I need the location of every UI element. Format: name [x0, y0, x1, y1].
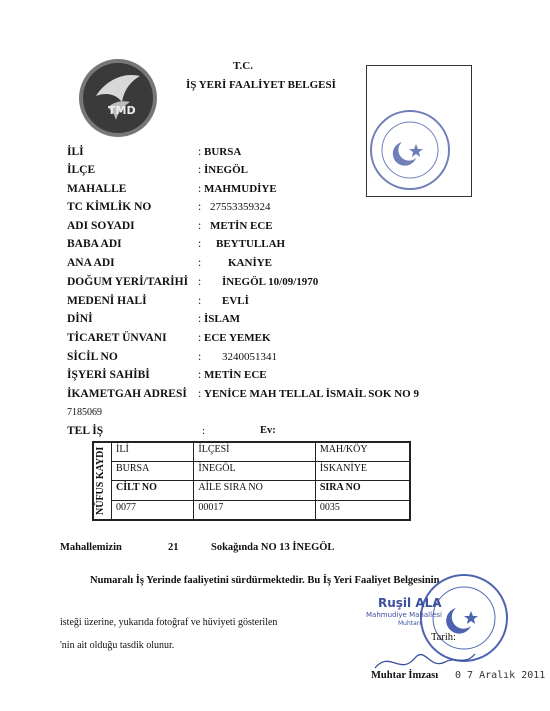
header-tc: T.C. [233, 60, 253, 72]
nufus-value-cell: 00017 [194, 500, 315, 520]
nufus-side-cell [93, 442, 112, 520]
field-sep: : [198, 220, 202, 232]
nufus-value-cell: İNEGÖL [194, 462, 315, 481]
field-label: İKAMETGAH ADRESİ [67, 388, 187, 400]
signature-name: Ruşil ALA [378, 596, 442, 610]
field-label: DOĞUM YERİ/TARİHİ [67, 276, 189, 288]
field-label: DİNİ [67, 313, 93, 325]
field-value: METİN ECE [204, 369, 267, 381]
footer-sokak-adres: Sokağında NO 13 İNEGÖL [211, 542, 335, 553]
nufus-header-cell: MAH/KÖY [315, 442, 410, 462]
footer-line2: Numaralı İş Yerinde faaliyetini sürdürmektedir. Bu İş Yeri Faaliyet Belgesinin [90, 575, 440, 586]
field-value: MAHMUDİYE [204, 183, 277, 195]
muhtar-imzasi-label: Muhtar İmzası [371, 670, 439, 681]
field-label: ADI SOYADI [67, 220, 135, 232]
field-label: MAHALLE [67, 183, 127, 195]
footer-mahallemizin: Mahallemizin [60, 542, 122, 553]
tmd-logo [78, 58, 158, 138]
signature-line3: Muhtarı [398, 620, 421, 627]
field-label: İLÇE [67, 164, 96, 176]
field-sep: : [198, 164, 202, 176]
nufus-header-cell: İLİ [112, 442, 194, 462]
phone-number: 7185069 [67, 407, 102, 418]
footer-line4: 'nin ait olduğu tasdik olunur. [60, 640, 175, 651]
field-value: İSLAM [204, 313, 241, 325]
nufus-kaydi-table [92, 441, 411, 521]
field-sep: : [198, 295, 202, 307]
field-label: İLİ [67, 146, 84, 158]
logo-text: TMD [108, 104, 136, 117]
field-value: KANİYE [228, 257, 273, 269]
nufus-header-cell: AİLE SIRA NO [194, 481, 315, 500]
field-label: MEDENİ HALİ [67, 295, 147, 307]
field-value: 27553359324 [210, 201, 271, 213]
nufus-side-label: NÜFUS KAYDI [95, 446, 106, 515]
nufus-header-cell: SIRA NO [315, 481, 410, 500]
field-sep: : [198, 388, 202, 400]
field-value: BURSA [204, 146, 242, 158]
field-sep: : [198, 332, 202, 344]
field-label: TC KİMLİK NO [67, 201, 152, 213]
nufus-value-cell: İSKANİYE [315, 462, 410, 481]
field-sep: : [198, 351, 202, 363]
field-label: SİCİL NO [67, 351, 118, 363]
nufus-value-cell: BURSA [112, 462, 194, 481]
field-label: TİCARET ÜNVANI [67, 332, 167, 344]
field-sep: : [198, 369, 202, 381]
field-value: İNEGÖL 10/09/1970 [222, 276, 319, 288]
field-sep: : [198, 146, 202, 158]
nufus-value-cell: 0035 [315, 500, 410, 520]
field-value: METİN ECE [210, 220, 273, 232]
field-sep: : [198, 238, 202, 250]
stamp-top [370, 110, 450, 190]
field-sep: : [198, 183, 202, 195]
field-value: BEYTULLAH [216, 238, 286, 250]
field-label: ANA ADI [67, 257, 115, 269]
tarih-label: Tarih: [431, 632, 456, 643]
tel-label: TEL İŞ [67, 425, 104, 437]
date-stamp: 0 7 Aralık 2011 [455, 670, 546, 681]
footer-sokak-no: 21 [168, 542, 179, 553]
field-value: EVLİ [222, 295, 249, 307]
nufus-header-cell: CİLT NO [112, 481, 194, 500]
tel-sep: : [202, 425, 206, 437]
field-value: ECE YEMEK [204, 332, 271, 344]
tel-ev-label: Ev: [260, 425, 276, 436]
footer-line3: isteği üzerine, yukarıda fotoğraf ve hüviyeti gösterilen [60, 617, 278, 628]
nufus-value-cell: 0077 [112, 500, 194, 520]
signature-line2: Mahmudiye Mahallesi [366, 611, 442, 619]
nufus-header-cell: İLÇESİ [194, 442, 315, 462]
field-sep: : [198, 257, 202, 269]
field-label: BABA ADI [67, 238, 122, 250]
field-value: 3240051341 [222, 351, 277, 363]
field-label: İŞYERİ SAHİBİ [67, 369, 150, 381]
field-sep: : [198, 313, 202, 325]
page-title: İŞ YERİ FAALİYET BELGESİ [186, 79, 336, 91]
field-value: İNEGÖL [204, 164, 249, 176]
field-sep: : [198, 276, 202, 288]
field-value: YENİCE MAH TELLAL İSMAİL SOK NO 9 [204, 388, 419, 400]
field-sep: : [198, 201, 202, 213]
